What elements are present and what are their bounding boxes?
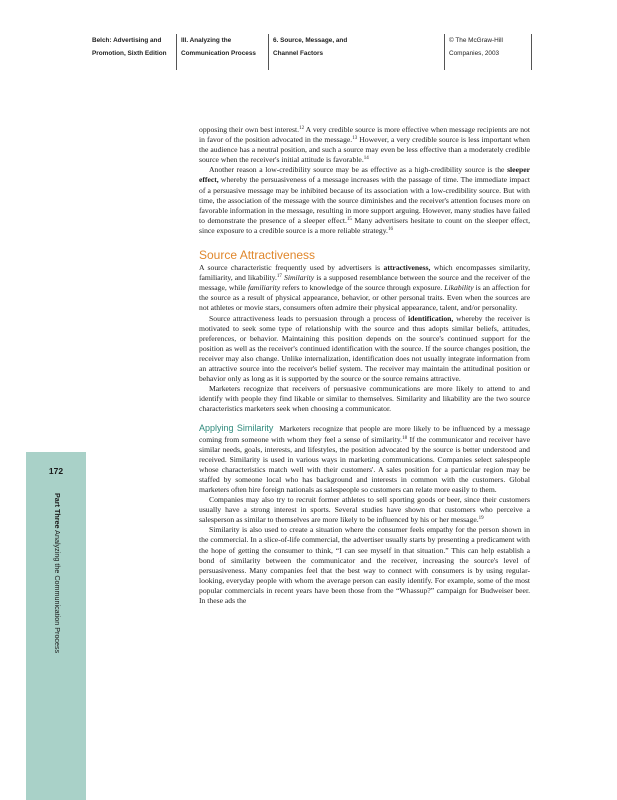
paragraph-6: Applying Similarity Marketers recognize that people are more likely to be influenced by a message coming from someone with whom they feel a sense of similarity.$^{18}$ If the communicator and receiver have similar needs, goals, interests, and lifestyles, the position advocated by the source is better understood and received. Similarity is used in various ways in marketing communications. Companies select salespeople whose characteristics match well with their customers'. A sales position for a particular region may be staffed by someone local who has background and interests in common with the customers. Global marketers often hire foreign nationals as salespeople so customers can relate more easily to them.: [199, 423, 531, 494]
header-chapter-line2: Channel Factors: [273, 50, 324, 57]
header-book: [88, 34, 176, 70]
key-term: identification,: [408, 313, 454, 323]
footnote-ref: 19: [478, 516, 484, 522]
header-part-line2: Communication Process: [181, 50, 256, 57]
running-header: [0, 34, 617, 74]
key-term: attractiveness,: [383, 263, 431, 273]
key-term: Similarity: [281, 273, 315, 283]
header-part-line1: III. Analyzing the: [181, 37, 232, 44]
paragraph-2: Another reason a low-credibility source may be as effective as a high-credibility source is the sleeper effect, whereby the persuasiveness of a message increases with the passage of time. The immediate impact of a persuasive message may be inhibited because of its association with a low-credibility source. But with time, the association of the message with the source diminishes and the receiver's attention focuses more on favorable information in the message, resulting in more support arguing. However, many studies have failed to demonstrate the presence of a sleeper effect.$^{15}$ Many advertisers hesitate to count on the sleeper effect, since exposure to a credible source is a more reliable strategy.$^{16}$: [199, 165, 530, 235]
footnote-ref: 14: [363, 156, 369, 162]
footnote-ref: 15: [346, 216, 352, 222]
header-copyright-line2: Companies, 2003: [449, 50, 500, 57]
footnote-ref: 12: [299, 126, 305, 131]
paragraph-1: opposing their own best interest.$^{12}$ A very credible source is more effective when message recipients are not in favor of the position advocated in the message.$^{13}$ However, a very credible source is less important when the audience has a neutral position, and such a source may even be less effective than a moderately credible source when the receiver's initial attitude is favorable.$^{14}$: [199, 125, 530, 165]
paragraph-7: Companies may also try to recruit former athletes to sell sporting goods or beer, since their customers usually have a strong interest in sports. Several studies have shown that customers who perceive a salesperson as similar to themselves are more likely to be influenced by his or her message.$^{19}$: [199, 495, 530, 525]
body-text: [199, 125, 530, 606]
section-heading: Source Attractiveness: [199, 248, 316, 263]
part-label: Part Three: [53, 493, 62, 529]
part-title: Analyzing the Communication Process: [53, 530, 62, 654]
part-caption: [53, 493, 62, 653]
footnote-ref: 17: [276, 274, 282, 280]
paragraph-8: Similarity is also used to create a situation where the consumer feels empathy for the person shown in the commercial. In a slice-of-life commercial, the advertiser usually starts by presenting a predicament with the hope of getting the consumer to think, “I can see myself in that situation.” This can help establish a bond of similarity between the communicator and the receiver, increasing the source's level of persuasiveness. Many companies feel that the best way to connect with consumers is by using regular-looking, everyday people with whom the average person can easily identify. For example, some of the most popular commercials in recent years have been those from the “Whassup?” campaign for Budweiser beer. In these ads the: [199, 525, 530, 606]
header-book-line1: Belch: Advertising and: [92, 37, 162, 44]
footnote-ref: 13: [352, 136, 358, 142]
header-part: [176, 34, 268, 70]
key-term: sleeper effect,: [199, 165, 530, 185]
header-chapter: [268, 34, 444, 70]
sidebar-tab: [26, 452, 86, 800]
key-term: Likability: [444, 283, 474, 293]
header-chapter-line1: 6. Source, Message, and: [273, 37, 348, 44]
footnote-ref: 16: [387, 226, 393, 232]
paragraph-4: Source attractiveness leads to persuasion through a process of identification, whereby the receiver is motivated to seek some type of relationship with the source and thus adopts similar beliefs, attitudes, preferences, or behavior. Maintaining this position depends on the source's continued support for the position as well as the receiver's continued identification with the source. If the source changes position, the receiver may also change. Unlike internalization, identification does not usually integrate information from an attractive source into the receiver's belief system. The receiver may maintain the attitudinal position or behavior only as long as it is supported by the source or the source remains attractive.: [199, 313, 530, 384]
header-copyright: [444, 34, 532, 70]
header-copyright-line1: © The McGraw-Hill: [449, 37, 503, 44]
paragraph-5: Marketers recognize that receivers of persuasive communications are more likely to attend to and identify with people they find likable or similar to themselves. Similarity and likability are the two source characteristics marketers seek when choosing a communicator.: [199, 384, 530, 414]
footnote-ref: 18: [402, 435, 408, 441]
subsection-heading: Applying Similarity: [199, 423, 274, 434]
page-number: 172: [48, 466, 64, 476]
header-book-line2: Promotion, Sixth Edition: [92, 50, 167, 57]
key-term: familiarity: [247, 283, 281, 293]
paragraph-3: A source characteristic frequently used by advertisers is attractiveness, which encompasses similarity, familiarity, and likability.$^{17}$ Similarity is a supposed resemblance between the source and the receiver of the message, while familiarity refers to knowledge of the source through exposure. Likability is an affection for the source as a result of physical appearance, behavior, or other personal traits. Even when the sources are not athletes or movie stars, consumers often admire their physical appearance, talent, and/or personality.: [199, 263, 530, 313]
